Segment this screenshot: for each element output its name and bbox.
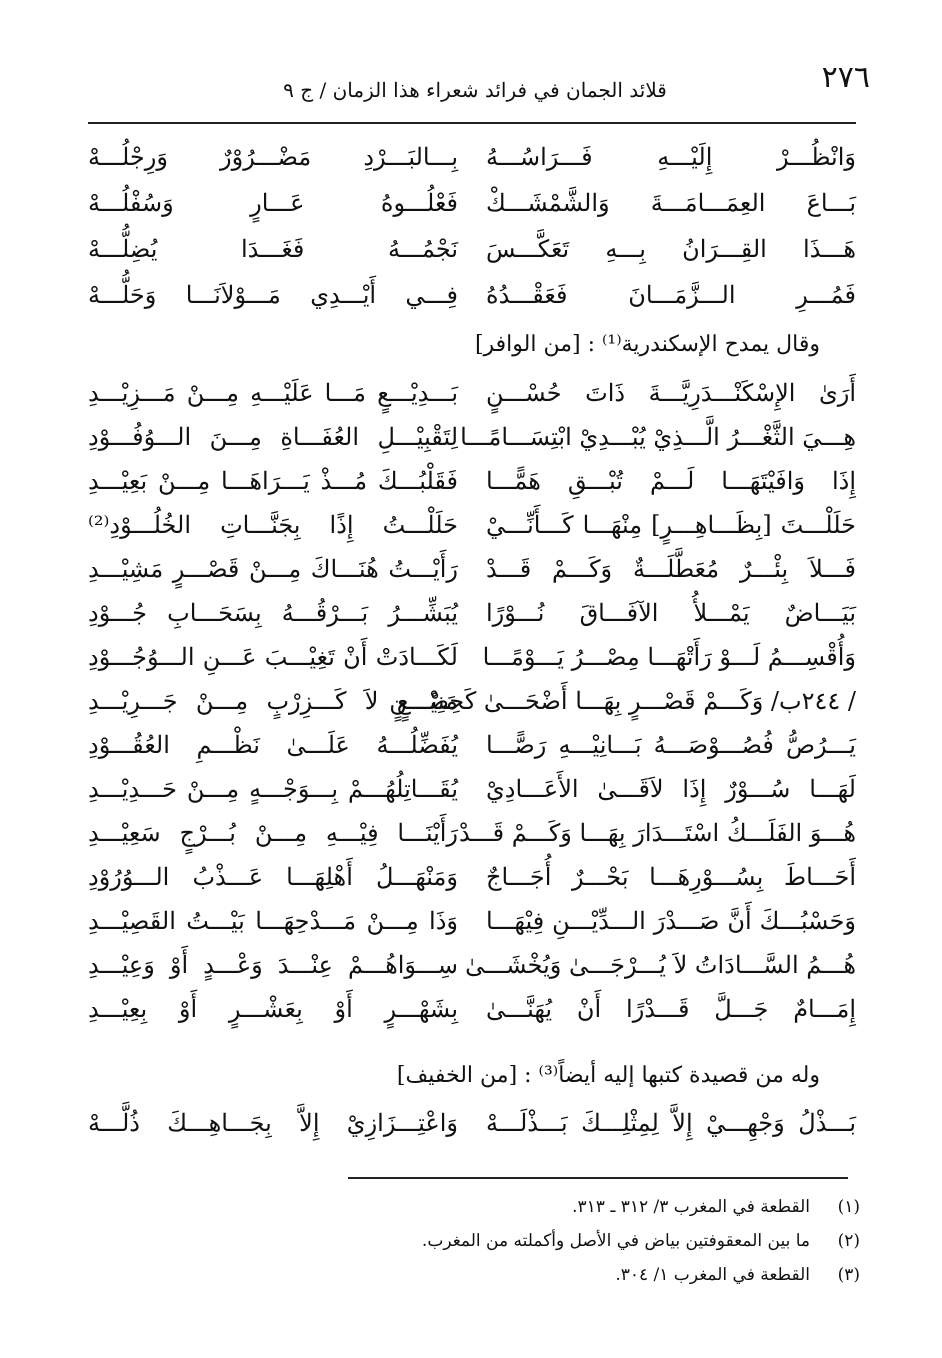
first-hemistich: وَأُقْسِـــمُ لَـــوْ رَأَتْهَـــا مِصْـــرُ يَـــوْمًـــا [482, 643, 856, 671]
second-hemistich: وَاعْتِـــزَازِيْ إِلاَّ بِجَـــاهِـــكَ ذُلَّـــهْ [88, 1109, 458, 1137]
first-hemistich: فَمُـــرِ الـــزَّمَـــانَ فَعَقْـــدُهُ [486, 281, 856, 309]
second-hemistich: وَمَنْهَـــلُ أَهْلِهَـــا عَـــذْبُ الـــوُرُوْدِ [88, 863, 458, 891]
second-hemistich: مَنِيْـــعٍ لاَ كَـــزِرْبٍ مِـــنْ جَـــرِيْـــدِ [88, 687, 458, 715]
first-hemistich: إِذَا وَافَيْتَهَـــا لَـــمْ تُبْـــقِ هَمًّـــا [486, 467, 856, 495]
verse [88, 370, 856, 416]
verse [88, 226, 856, 272]
header-rule [88, 122, 856, 124]
page-number: ٢٧٦ [821, 60, 870, 95]
second-hemistich: يُبَشِّـــرُ بَـــرْقُـــهُ بِسَحَـــابِ جُـــوْدِ [88, 599, 458, 627]
verse [88, 272, 856, 318]
poem-introduction: وقال يمدح الإسكندرية⁽¹⁾ : [من الوافر] [474, 332, 820, 357]
first-hemistich: يَـــرُصُّ فُصُـــوْصَـــهُ بَـــانِيْـــهِ رَصًّـــا [486, 731, 856, 759]
footnote [380, 1260, 860, 1290]
second-hemistich: بَـــدِيْـــعٍ مَـــا عَلَيْـــهِ مِـــنْ مَـــزِيْـــدِ [88, 379, 458, 407]
second-hemistich: بِشَهْـــرٍ أَوْ بِعَشْـــرٍ أَوْ بِعِيْـــدِ [88, 995, 458, 1023]
footnote [380, 1226, 860, 1256]
verse [88, 502, 856, 548]
verse [88, 942, 856, 988]
footnote-number: (٢) [837, 1231, 860, 1251]
second-hemistich: رَأَيْـــتُ هُنَـــاكَ مِـــنْ قَصْـــرٍ مَشِيْـــدِ [88, 555, 458, 583]
first-hemistich: أَحَـــاطَ بِسُـــوْرِهَـــا بَحْـــرٌ أُجَـــاجٌ [486, 863, 856, 891]
verse [88, 1100, 856, 1146]
first-hemistich: وَحَسْبُـــكَ أَنَّ صَـــدْرَ الـــدِّيْـــنِ فِيْهَـــا [486, 907, 856, 935]
footnote-text: القطعة في المغرب ١/ ٣٠٤. [615, 1265, 810, 1285]
verse [88, 810, 856, 856]
verse [88, 590, 856, 636]
footnote [380, 1192, 860, 1222]
verse [88, 986, 856, 1032]
footnote-text: ما بين المعقوفتين بياض في الأصل وأكملته من المغرب. [421, 1231, 810, 1251]
footnote-rule [348, 1177, 848, 1179]
second-hemistich: يُقَـــاتِلُهُـــمْ بِـــوَجْـــهٍ مِـــنْ حَـــدِيْـــدِ [88, 775, 458, 803]
first-hemistich: لَهَـــا سُـــوْرٌ إِذَا لاَقَـــىٰ الأَعَـــادِيْ [486, 775, 856, 803]
first-hemistich: إِمَـــامٌ جَـــلَّ قَـــدْرًا أَنْ يُهَنَّـــىٰ [486, 995, 856, 1023]
second-hemistich: يُفَضِّلُـــهُ عَلَـــىٰ نَظْـــمِ العُقُـــوْدِ [88, 731, 458, 759]
running-title: قلائد الجمان في فرائد شعراء هذا الزمان / ج ٩ [283, 78, 667, 102]
first-hemistich: بَيَـــاضٌ يَمْـــلأُ الآفَـــاقَ نُـــوْرًا [486, 599, 856, 627]
verse [88, 722, 856, 768]
second-hemistich: فَقَلْبُـــكَ مُـــذْ يَـــرَاهَـــا مِـــنْ بَعِيْـــدِ [88, 467, 458, 495]
second-hemistich: لِتَقْبِيْـــلِ العُفَـــاةِ مِـــنَ الـــوُفُـــوْدِ [88, 423, 458, 451]
verse [88, 854, 856, 900]
second-hemistich: بِـــالبَـــرْدِ مَضْـــرُوْرٌ وَرِجْلُـــهْ [88, 143, 458, 171]
verse [88, 634, 856, 680]
poem-introduction: وله من قصيدة كتبها إليه أيضاً⁽³⁾ : [من الخفيف] [396, 1063, 820, 1088]
first-hemistich: هَـــذَا القِـــرَانُ بِـــهِ تَعَكَّـــسَ [486, 235, 856, 263]
verse [88, 414, 856, 460]
second-hemistich: رَأَيْنَـــا فِيْـــهِ مِـــنْ بُـــرْجٍ سَعِيْـــدِ [88, 819, 458, 847]
first-hemistich: فَـــلاَ بِئْـــرٌ مُعَطَّلَـــةٌ وَكَـــمْ قَـــدْ [486, 555, 856, 583]
second-hemistich: حَلَلْـــتُ إِذًا بِجَنَّـــاتِ الخُلُـــوْدِ⁽²⁾ [88, 511, 458, 539]
footnote-number: (١) [837, 1197, 860, 1217]
verse [88, 766, 856, 812]
first-hemistich: هُـــمُ السَّـــادَاتُ لاَ يُـــرْجَـــىٰ وَيُخْشَـــىٰ [465, 951, 856, 979]
verse [88, 180, 856, 226]
first-hemistich: / ٢٤٤ب/ وَكَـــمْ قَصْـــرٍ بِهَـــا أَضْحَـــىٰ كَحِصْـــنٍ [389, 687, 856, 715]
verse [88, 898, 856, 944]
second-hemistich: فِـــي أَيْـــدِي مَـــوْلاَنَـــا وَحَلُّـــهْ [88, 281, 458, 309]
first-hemistich: هِـــيَ الثَّغْـــرُ الَّـــذِيْ يُبْـــدِيْ ابْتِسَـــامًـــا [460, 423, 856, 451]
second-hemistich: نَجْمُـــهُ فَغَـــدَا يُضِلُّـــهْ [88, 235, 458, 263]
second-hemistich: لَكَـــادَتْ أَنْ تَغِيْـــبَ عَـــنِ الـــوُجُـــوْدِ [88, 643, 458, 671]
second-hemistich: فَعْلُـــوهُ عَـــارٍ وَسُفْلُـــهْ [88, 189, 458, 217]
second-hemistich: سِـــوَاهُـــمْ عِنْـــدَ وَعْـــدٍ أَوْ وَعِيْـــدِ [88, 951, 458, 979]
first-hemistich: حَلَلْـــتَ [بِظَـــاهِـــرٍ] مِنْهَـــا كَـــأَنِّـــيْ [486, 511, 856, 539]
verse [88, 458, 856, 504]
verse [88, 134, 856, 180]
first-hemistich: بَـــذْلُ وَجْهِـــيْ إِلاَّ لِمِثْلِـــكَ بَـــذْلَـــهْ [486, 1109, 856, 1137]
verse [88, 678, 856, 724]
footnote-number: (٣) [837, 1265, 860, 1285]
first-hemistich: وَانْظُـــرْ إِلَيْـــهِ فَـــرَاسُـــهُ [486, 143, 856, 171]
footnote-text: القطعة في المغرب ٣/ ٣١٢ ـ ٣١٣. [572, 1197, 810, 1217]
second-hemistich: وَذَا مِـــنْ مَـــدْحِهَـــا بَيْـــتُ القَصِيْـــدِ [88, 907, 458, 935]
verse [88, 546, 856, 592]
first-hemistich: بَـــاعَ العِمَـــامَـــةَ وَالشَّمْشَـــكْ [486, 189, 856, 217]
first-hemistich: أَرَىٰ الإِسْكَنْـــدَرِيَّـــةَ ذَاتَ حُسْـــنٍ [486, 379, 856, 407]
first-hemistich: هُـــوَ الفَلَـــكُ اسْتَـــدَارَ بِهَـــا وَكَـــمْ قَـــدْ [458, 819, 856, 847]
